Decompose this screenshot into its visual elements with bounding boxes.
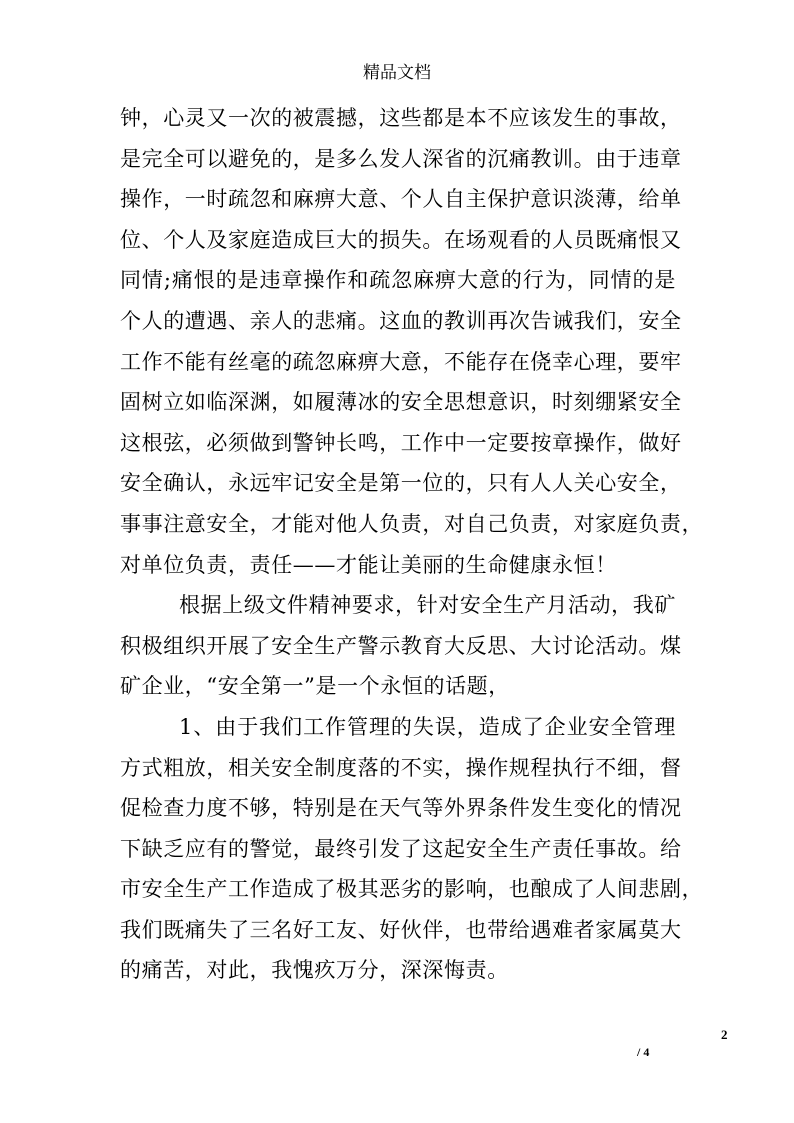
text-line: 促检查力度不够，特别是在天气等外界条件发生变化的情况 [120,796,682,821]
text-line: 位、个人及家庭造成巨大的损失。在场观看的人员既痛恨又 [120,227,682,252]
text-line: 的痛苦，对此，我愧疚万分，深深悔责。 [120,958,509,983]
text-line: 下缺乏应有的警觉，最终引发了这起安全生产责任事故。给 [120,836,682,861]
text-line: 工作不能有丝毫的疏忽麻痹大意，不能存在侥幸心理，要牢 [120,349,682,374]
text-line: 固树立如临深渊，如履薄冰的安全思想意识，时刻绷紧安全 [120,390,682,415]
text-line: 钟，心灵又一次的被震撼，这些都是本不应该发生的事故， [120,106,682,130]
text-line: 个人的遭遇、亲人的悲痛。这血的教训再次告诫我们，安全 [120,308,682,333]
text-line: 安全确认，永远牢记安全是第一位的，只有人人关心安全， [120,471,682,496]
text-line: 是完全可以避免的，是多么发人深省的沉痛教训。由于违章 [120,146,682,171]
page-total: / 4 [637,1045,650,1059]
paragraph-first-line: 根据上级文件精神要求，针对安全生产月活动，我矿 [179,593,676,618]
text-line: 矿企业，“安全第一”是一个永恒的话题， [120,674,510,699]
text-line: 我们既痛失了三名好工友、好伙伴，也带给遇难者家属莫大 [120,917,682,942]
paragraph-first-line: 1、由于我们工作管理的失误，造成了企业安全管理 [179,714,676,739]
text-line: 事事注意安全，才能对他人负责，对自己负责，对家庭负责， [120,511,704,536]
text-line: 市安全生产工作造成了极其恶劣的影响，也酿成了人间悲剧， [120,877,704,902]
text-line: 同情;痛恨的是违章操作和疏忽麻痹大意的行为，同情的是 [120,268,676,293]
text-line: 方式粗放，相关安全制度落的不实，操作规程执行不细，督 [120,755,682,780]
text-line: 对单位负责，责任——才能让美丽的生命健康永恒！ [120,552,617,577]
text-line: 积极组织开展了安全生产警示教育大反思、大讨论活动。煤 [120,633,682,658]
document-body [120,98,704,991]
text-line: 操作，一时疏忽和麻痹大意、个人自主保护意识淡薄，给单 [120,187,682,212]
page-number: 2 [721,1027,728,1042]
text-line: 这根弦，必须做到警钟长鸣，工作中一定要按章操作，做好 [120,430,682,455]
page-header-title: 精品文档 [363,63,431,83]
